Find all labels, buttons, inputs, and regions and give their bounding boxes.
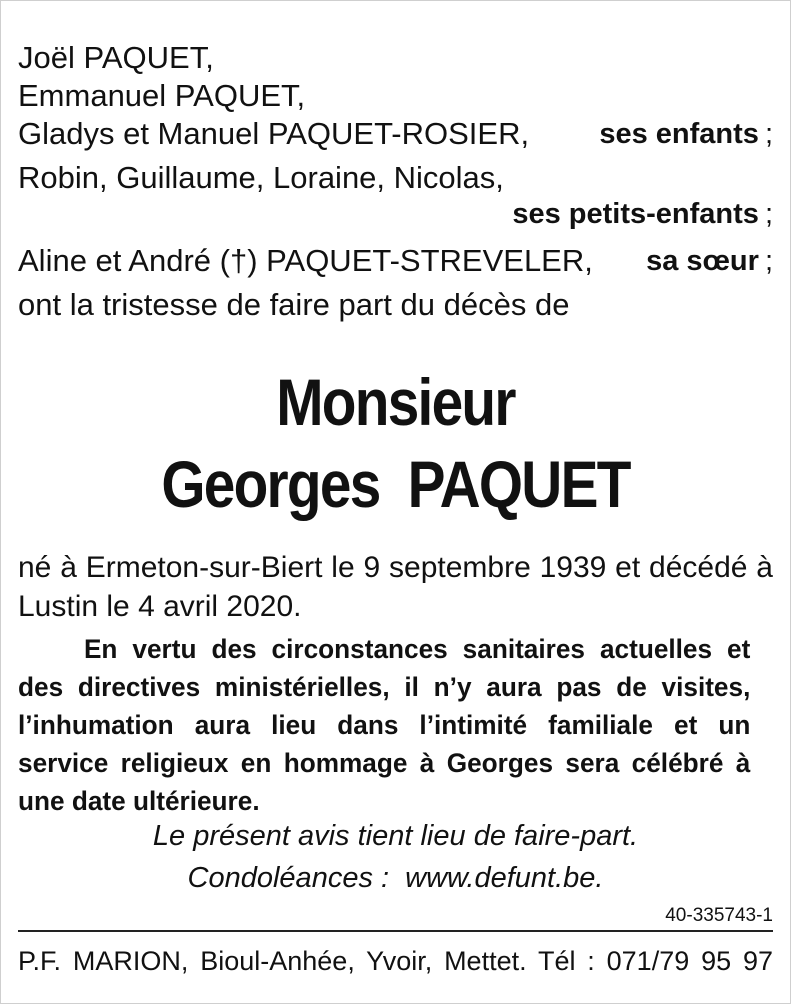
separator: ; xyxy=(764,198,773,230)
funeral-home-footer: P.F. MARION, Bioul-Anhée, Yvoir, Mettet. Tél : 071/79 95 97 xyxy=(18,946,773,976)
family-line-joel: Joël PAQUET, xyxy=(18,40,214,75)
reference-number: 40-335743-1 xyxy=(665,905,773,926)
children-label-text: ses enfants xyxy=(599,118,759,150)
birth-death-text: né à Ermeton-sur-Biert le 9 septembre 1939 et décédé à Lustin le 4 avril 2020. xyxy=(18,551,773,623)
separator: ; xyxy=(764,245,773,277)
deceased-title: Monsieur xyxy=(276,365,515,439)
family-line-gladys: Gladys et Manuel PAQUET-ROSIER, xyxy=(18,116,530,151)
grandchildren-label xyxy=(512,196,773,232)
children-label xyxy=(599,116,773,152)
condolences-line: Condoléances : www.defunt.be. xyxy=(187,862,604,894)
sister-label-text: sa sœur xyxy=(646,245,759,277)
grandchildren-label-text: ses petits-enfants xyxy=(512,198,759,230)
family-line-emmanuel: Emmanuel PAQUET, xyxy=(18,78,306,113)
family-line-aline: Aline et André (†) PAQUET-STREVELER, xyxy=(18,243,593,278)
separator: ; xyxy=(764,118,773,150)
sanitary-notice: En vertu des circonstances sanitaires actuelles et des directives ministérielles, il n’y aura pas de visites, l’inhumation aura lieu dans l’intimité familiale et un service religieux en hommage à Georges sera célébré à une date ultérieure. xyxy=(18,634,751,816)
sister-label xyxy=(646,243,773,279)
deceased-name: Georges PAQUET xyxy=(161,447,630,521)
announcement-line: ont la tristesse de faire part du décès de xyxy=(18,287,570,322)
faire-part-line: Le présent avis tient lieu de faire-part. xyxy=(152,820,639,852)
family-line-grandchildren: Robin, Guillaume, Loraine, Nicolas, xyxy=(18,160,504,195)
footer-divider xyxy=(18,930,773,932)
